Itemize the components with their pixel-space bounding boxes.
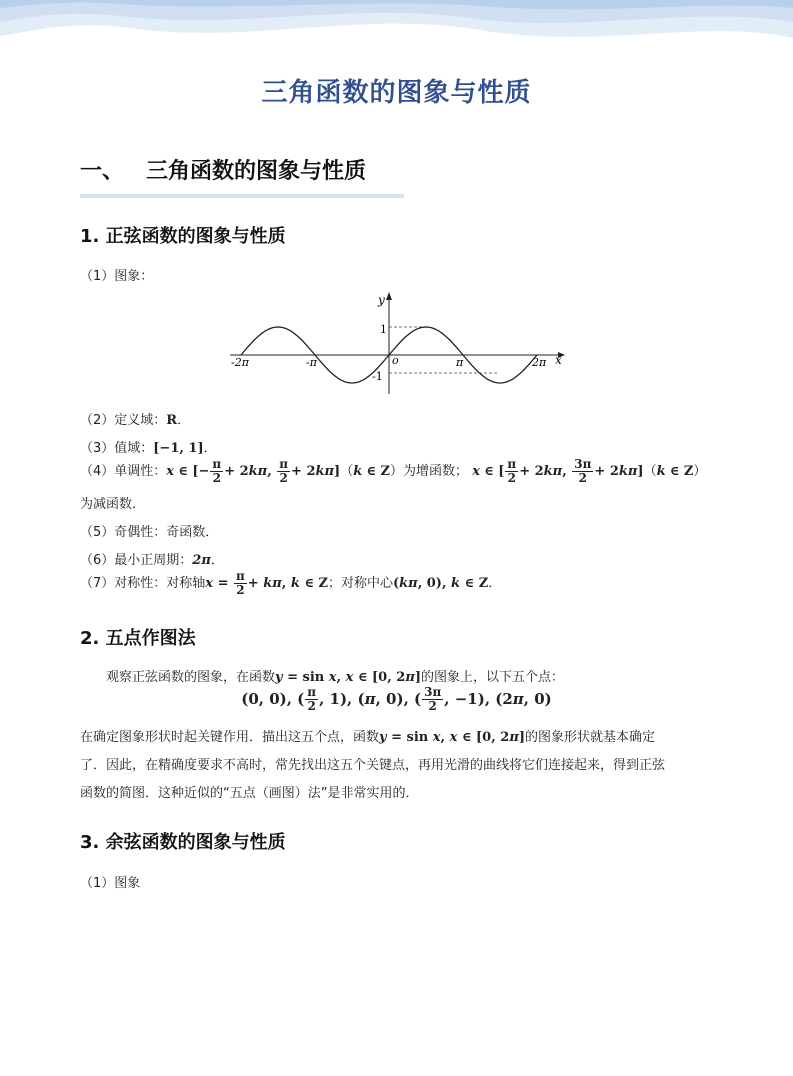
subsection-heading-five-point: 2. 五点作图法 [80, 628, 196, 649]
page-title: 三角函数的图象与性质 [261, 78, 532, 108]
range-line: （3）值域：[−1, 1]． [80, 441, 217, 456]
x-tick-2pi: 2π [532, 356, 547, 369]
x-axis-label: x [555, 353, 562, 367]
symmetry-line: （7）对称性：对称轴x = $\frac{\pi}{2}$ + kπ, k ∈ Z；对称中心(kπ, 0), k ∈ Z． [80, 569, 502, 597]
parity-line [80, 521, 218, 540]
domain-value: R [166, 413, 178, 428]
domain-label: （2）定义域： [80, 413, 167, 428]
section-number: 一、 [80, 159, 125, 184]
five-points-formula: (0, 0), ( $\frac{\pi}{2}$ , 1), (π, 0), ( $\frac{3\pi}{2}$ , −1), (2π, 0) [241, 685, 552, 713]
graph-label: （1）图象： [80, 269, 154, 284]
range-value: [−1, 1] [153, 441, 204, 456]
sine-graph [222, 290, 567, 400]
decreasing-line: 为减函数． [80, 497, 146, 512]
y-tick-one: 1 [380, 323, 387, 336]
origin-label: o [392, 354, 399, 367]
parity-value: 奇函数． [166, 525, 219, 540]
increasing-suffix: 为增函数； [403, 464, 469, 479]
section-underline [80, 194, 404, 198]
cosine-graph-label: （1）图象 [80, 876, 141, 891]
monotonicity-line: （4）单调性：x ∈ [− $\frac{\pi}{2}$ + 2kπ, $\frac{\pi}{2}$ + 2kπ]（k ∈ Z）为增函数； x ∈ [ $\frac{\pi}{2}$ + 2kπ, $\frac{3\pi}{2}$ + 2kπ]（k ∈ Z） [80, 457, 707, 485]
section-title: 三角函数的图象与性质 [146, 159, 367, 184]
five-point-paragraph: 在确定图象形状时起关键作用．描出这五个点，函数y = sin x, x ∈ [0, 2π]的图象形状就基本确定 了．因此，在精确度要求不高时，常先找出这五个关键点，再用光滑的曲线将它们连接起来，得到正弦 函数的简图．这种近似的“五点（画图）法”是非常实用的． [80, 730, 666, 801]
y-axis-label: y [378, 293, 385, 307]
domain-line: （2）定义域：R． [80, 413, 191, 428]
y-tick-neg-one: -1 [372, 370, 383, 383]
x-tick-neg-2pi: -2π [231, 356, 249, 369]
section-heading [80, 154, 366, 185]
range-label: （3）值域： [80, 441, 154, 456]
y-axis-arrow-icon [386, 292, 392, 300]
monotonicity-label: （4）单调性： [80, 464, 167, 479]
x-tick-neg-pi: -π [306, 356, 317, 369]
x-tick-pi: π [456, 356, 464, 369]
symmetry-label: （7）对称性：对称轴 [80, 576, 206, 591]
subsection-heading-sine: 1. 正弦函数的图象与性质 [80, 226, 286, 247]
period-value: 2π [192, 553, 211, 568]
subsection-heading-cosine: 3. 余弦函数的图象与性质 [80, 832, 286, 853]
parity-label: （5）奇偶性： [80, 525, 167, 540]
period-line: （6）最小正周期：2π． [80, 553, 224, 568]
period-label: （6）最小正周期： [80, 553, 193, 568]
header-wave-decoration [0, 0, 793, 60]
five-point-intro: 观察正弦函数的图象，在函数y = sin x, x ∈ [0, 2π]的图象上，以下五个点： [106, 670, 565, 685]
symmetry-center-label: ；对称中心 [328, 576, 394, 591]
